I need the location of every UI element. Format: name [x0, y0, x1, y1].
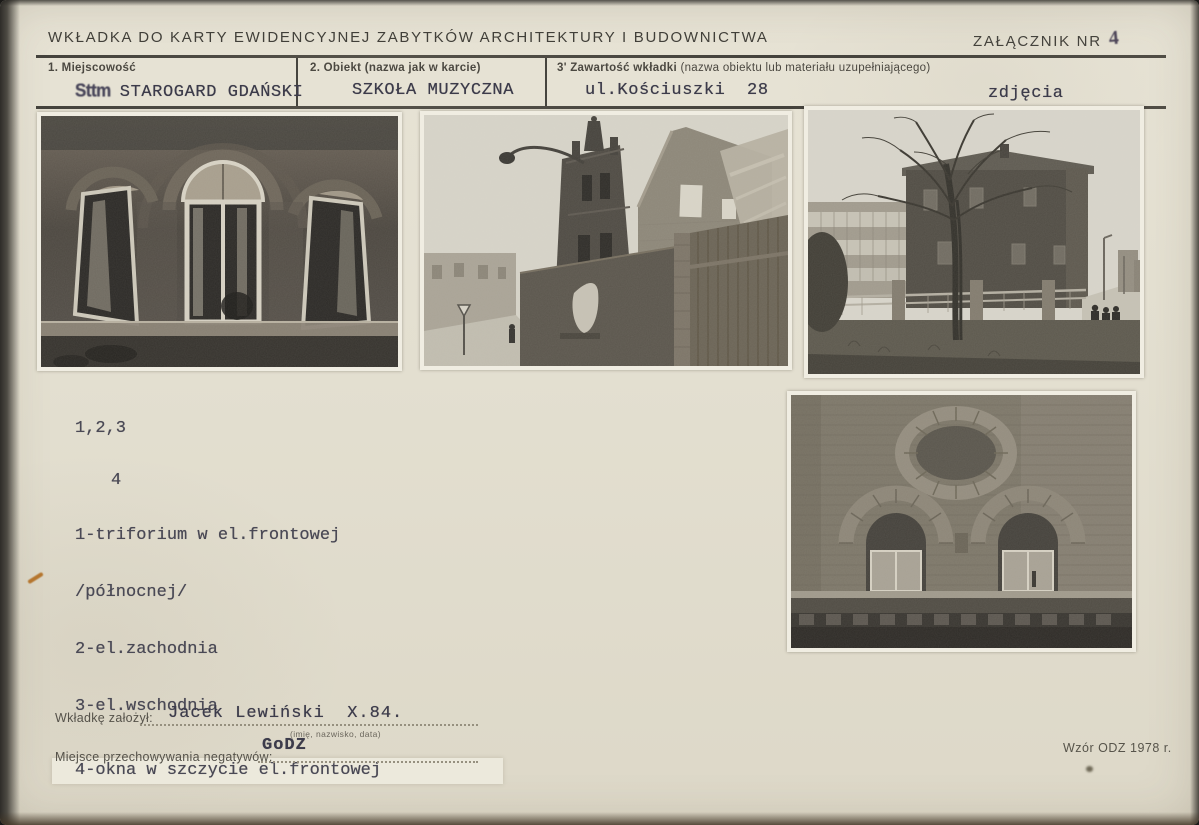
ink-smudge [1086, 766, 1093, 772]
negatives-value: GoDZ [262, 736, 307, 755]
contents-label-main: Zawartość wkładki [570, 62, 677, 74]
scan-edge-left [0, 0, 20, 825]
photo-west-elevation [420, 111, 792, 370]
scan-edge-right [1190, 0, 1199, 825]
header-rule [36, 55, 1166, 58]
founder-label: Wkładkę założył: [55, 711, 153, 725]
annex-label [973, 26, 1122, 52]
rust-mark [27, 572, 44, 584]
negatives-label: Miejsce przechowywania negatywów: [55, 750, 273, 764]
caption-line-1b: /północnej/ [75, 583, 188, 602]
photo-triforium [37, 112, 402, 371]
photo-triforium-image [41, 116, 398, 367]
template-note: Wzór ODZ 1978 r. [1063, 741, 1172, 755]
field-locality-value [75, 81, 303, 102]
field-contents-value-right: zdjęcia [988, 84, 1064, 103]
founder-dotted-line [140, 724, 478, 726]
photo-west-elevation-image [424, 115, 788, 366]
caption-line-numbers: 1,2,3 [75, 419, 127, 438]
field-object-value: SZKOŁA MUZYCZNA [352, 81, 515, 100]
founder-hint: (imię, nazwisko, data) [290, 729, 381, 739]
photo-gable-windows [787, 391, 1136, 652]
photo-gable-windows-image [791, 395, 1132, 648]
field-object-label: 2. Obiekt (nazwa jak w karcie) [310, 62, 481, 74]
card-title: WKŁADKA DO KARTY EWIDENCYJNEJ ZABYTKÓW ARCHITEKTURY I BUDOWNICTWA [48, 29, 769, 46]
caption-line-number4: 4 [111, 471, 122, 490]
field-locality-label: 1. Miejscowość [48, 62, 136, 74]
field-contents-value: ul.Kościuszki 28 [585, 81, 769, 100]
scan-edge-top [0, 0, 1199, 6]
field-contents-label [557, 62, 931, 74]
caption-line-3: 3-el.wschodnia [75, 697, 218, 716]
caption-line-2: 2-el.zachodnia [75, 640, 218, 659]
annex-number-handwritten: 4 [1107, 26, 1122, 50]
photo-east-elevation [804, 106, 1144, 378]
field-separator-2 [545, 58, 547, 106]
annex-label-text: ZAŁĄCZNIK NR [973, 33, 1102, 50]
caption-line-4-taped-strip: 4-okna w szczycie el.frontowej [52, 758, 503, 784]
caption-line-1: 1-triforium w el.frontowej [75, 526, 341, 545]
founder-value: Jacek Lewiński X.84. [168, 704, 404, 723]
negatives-dotted-line [258, 761, 478, 763]
photo-east-elevation-image [808, 110, 1140, 374]
locality-text: STAROGARD GDAŃSKI [119, 83, 304, 102]
contents-label-rest: (nazwa obiektu lub materiału uzupełniającego) [680, 62, 931, 74]
locality-stamp: Sttm [75, 80, 111, 101]
contents-label-num: 3' [557, 62, 567, 74]
